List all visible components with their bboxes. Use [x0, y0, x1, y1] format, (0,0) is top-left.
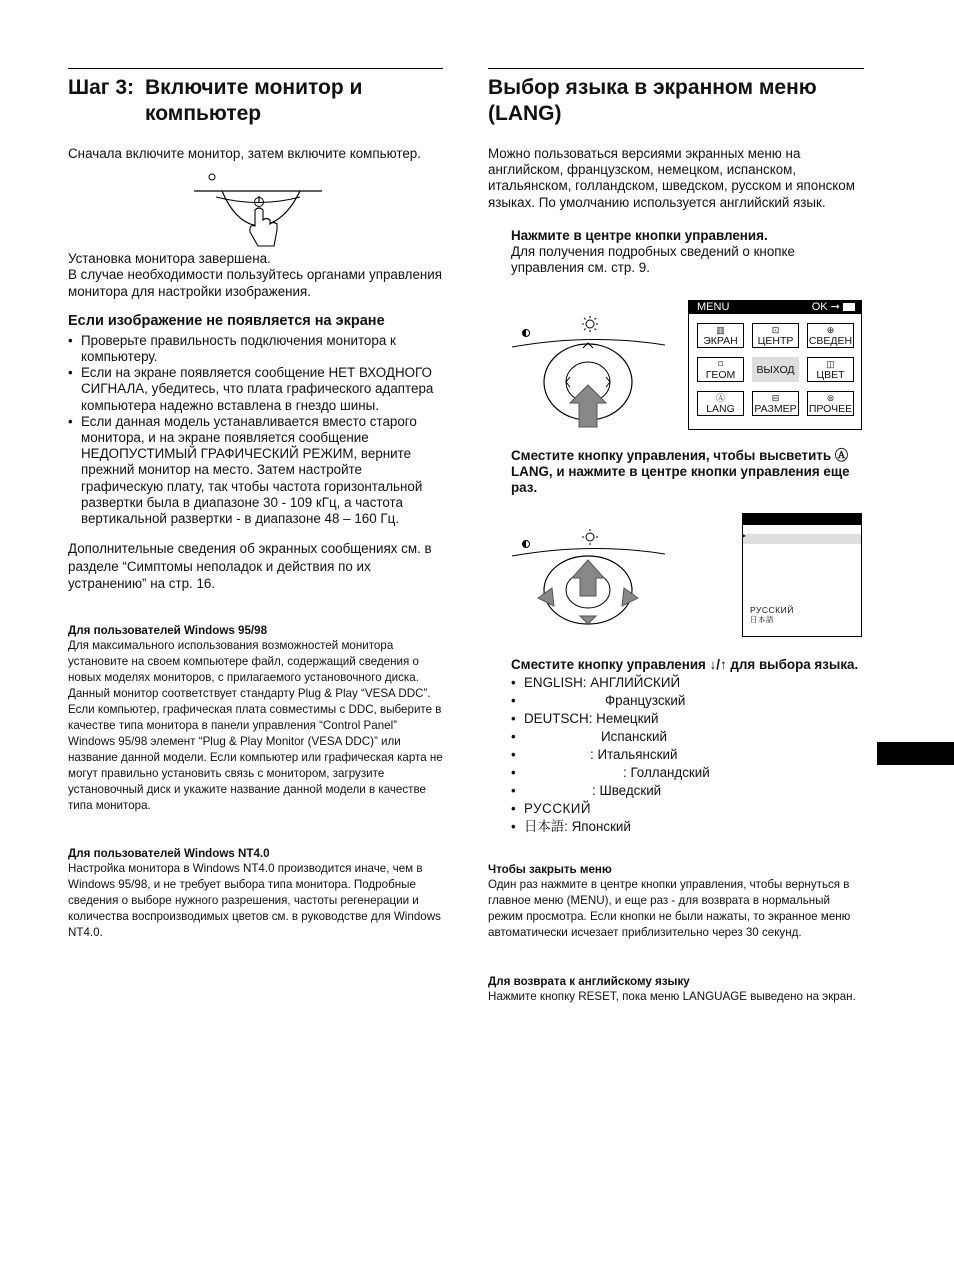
- osd-item-color[interactable]: ◫ ЦВЕТ: [807, 357, 854, 382]
- win95-paragraph-2: Данный монитор соответствует стандарту Plug & Play “VESA DDC”. Если компьютер, графическая плата совместимы с DDC, выберите в качестве типа монитора в панели управления “Control Panel” Windows 95/98 элемент “Plug & Play Monitor (VESA DDC)” или название данной модели. Если компьютер или графическая карта не могут правильно установить связь с монитором, загрузите установочный диск и укажите название данной модели в качестве типа монитора.: [68, 686, 443, 812]
- step-3-instruction: Сместите кнопку управления ↓/↑ для выбора языка.: [511, 657, 859, 672]
- osd-menu-label: MENU: [697, 301, 730, 313]
- step-2-instruction: Сместите кнопку управления, чтобы высветить Ⓐ LANG, и нажмите в центре кнопки управления еще раз.: [511, 448, 850, 496]
- right-column: [488, 68, 864, 276]
- win95-section: [68, 623, 443, 814]
- win95-paragraph-1: Для максимального использования возможностей монитора установите на своем компьютере файл, содержащий сведения о новых моделях мониторов, с прилагаемого установочного диска.: [68, 638, 419, 684]
- color-icon: ◫: [826, 359, 835, 369]
- list-item: • Если на экране появляется сообщение НЕТ ВХОДНОГО СИГНАЛА, убедитесь, что плата графического адаптера компьютера надежно вставлена в гнездо шины.: [68, 365, 443, 414]
- section-tab-marker: [877, 742, 954, 765]
- osd-main-menu: [688, 300, 862, 430]
- section-rule: [488, 68, 864, 69]
- reset-heading: Для возврата к английскому языку: [488, 975, 690, 988]
- list-item: • Если данная модель устанавливается вместо старого монитора, и на экране появляется сообщение НЕДОПУСТИМЫЙ ГРАФИЧЕСКИЙ РЕЖИМ, верните прежний монитор на место. Затем настройте графическую плату, так чтобы частота горизонтальной развертки была в диапазоне 30 - 109 кГц, а частота вертикальной развертки - в диапазоне 48 – 160 Гц.: [68, 414, 443, 527]
- step-number: Шаг 3:: [68, 76, 135, 99]
- power-button-figure: [194, 166, 454, 250]
- exit-box-icon: [843, 303, 855, 311]
- reset-text: Нажмите кнопку RESET, пока меню LANGUAGE выведено на экран.: [488, 990, 856, 1003]
- language-item-french: • Французский: [511, 692, 871, 710]
- language-menu-options: [750, 605, 794, 625]
- osd-header: [689, 301, 861, 314]
- osd-ok-label: OK ➞: [812, 301, 855, 314]
- lang-section-title: Выбор языка в экранном меню (LANG): [488, 76, 817, 125]
- brightness-icon: [582, 316, 598, 332]
- language-item-japanese: • 日本語: Японский: [511, 818, 871, 836]
- language-menu-titlebar: [743, 514, 861, 525]
- step-1-text: Для получения подробных сведений о кнопке управления см. стр. 9.: [511, 244, 795, 276]
- lang-intro: Можно пользоваться версиями экранных меню на английском, французском, немецком, испанском, итальянском, голландском, шведском, русском и японском языках. По умолчанию используется английский язык.: [488, 146, 855, 210]
- more-info-text: Дополнительные сведения об экранных сообщениях см. в разделе “Симптомы неполадок и действия по их устранению” на стр. 16.: [68, 541, 432, 592]
- osd-item-convergence[interactable]: ⊕ СВЕДЕН: [808, 325, 853, 347]
- step-3-heading: [68, 75, 443, 127]
- geometry-icon: ⌑: [718, 359, 723, 369]
- language-item-english: • ENGLISH: АНГЛИЙСКИЙ: [511, 674, 871, 692]
- language-list: [511, 674, 871, 836]
- osd-item-size[interactable]: ⊟ РАЗМЕР: [752, 391, 799, 416]
- language-item-russian: • РУССКИЙ: [511, 800, 871, 818]
- size-icon: ⊟: [771, 393, 780, 403]
- center-icon: ⊡: [771, 325, 780, 335]
- section-rule: [68, 68, 443, 69]
- osd-item-other[interactable]: ⊜ ПРОЧЕЕ: [808, 393, 853, 415]
- osd-item-screen[interactable]: ▥ ЭКРАН: [697, 323, 744, 348]
- contrast-icon: [523, 541, 530, 548]
- power-icon: [255, 196, 264, 207]
- no-image-heading: Если изображение не появляется на экране: [68, 312, 385, 329]
- lang-icon: Ⓐ: [715, 393, 725, 403]
- arrow-right-icon: ➞: [830, 301, 840, 313]
- step-title: Включите монитор и компьютер: [145, 76, 363, 125]
- osd-grid: [689, 314, 861, 416]
- brightness-icon: [582, 529, 598, 545]
- language-item-swedish: • : Шведский: [511, 782, 871, 800]
- left-column: [68, 68, 443, 941]
- osd-item-geometry[interactable]: ⌑ ГЕОМ: [697, 357, 744, 382]
- win95-heading: Для пользователей Windows 95/98: [68, 623, 268, 637]
- language-option-japanese[interactable]: 日本語: [750, 615, 774, 624]
- finger-icon: [250, 208, 277, 246]
- screen-icon: ▥: [716, 325, 725, 335]
- language-option-russian[interactable]: РУССКИЙ: [750, 605, 794, 615]
- osd-item-center[interactable]: ⊡ ЦЕНТР: [752, 323, 799, 348]
- convergence-icon: ⊕: [826, 325, 835, 335]
- reset-section: [488, 974, 864, 1005]
- step-1-instruction: Нажмите в центре кнопки управления.: [511, 227, 768, 243]
- nt-paragraph: Настройка монитора в Windows NT4.0 производится иначе, чем в Windows 95/98, и не требует выбора типа монитора. Подробные сведения о выборе нужного разрешения, частоты регенерации и количества воспроизводимых цветов см. в руководстве для Windows NT4.0.: [68, 861, 441, 939]
- contrast-icon: [523, 330, 530, 337]
- adjust-text: В случае необходимости пользуйтесь органами управления монитора для настройки изображения.: [68, 267, 443, 299]
- control-button-figure-press: [510, 315, 670, 433]
- osd-language-menu: [742, 513, 862, 637]
- nt-section: [68, 846, 443, 941]
- close-menu-text: Один раз нажмите в центре кнопки управления, чтобы вернуться в главное меню (MENU), и еще раз - для возврата в нормальный режим просмотра. Если кнопки не были нажаты, то экранное меню автоматически исчезает приблизительно через 30 секунд.: [488, 878, 851, 939]
- osd-item-exit[interactable]: ВЫХОД: [752, 357, 799, 382]
- close-menu-heading: Чтобы закрыть меню: [488, 863, 612, 876]
- power-indicator-icon: [209, 174, 215, 180]
- troubleshoot-list: [68, 333, 443, 527]
- step-1: [511, 228, 864, 277]
- control-button-figure-move: [510, 528, 670, 628]
- language-item-german: • DEUTSCH: Немецкий: [511, 710, 871, 728]
- other-icon: ⊜: [826, 393, 835, 403]
- step-3: [511, 657, 871, 836]
- language-item-dutch: • : Голландский: [511, 764, 871, 782]
- language-highlight: [743, 534, 861, 544]
- list-item: • Проверьте правильность подключения монитора к компьютеру.: [68, 333, 443, 365]
- close-menu-section: [488, 862, 864, 941]
- language-item-spanish: • Испанский: [511, 728, 871, 746]
- osd-item-lang[interactable]: Ⓐ LANG: [697, 391, 744, 416]
- intro-text: Сначала включите монитор, затем включите компьютер.: [68, 146, 421, 161]
- setup-complete-text: Установка монитора завершена.: [68, 251, 271, 267]
- nt-heading: Для пользователей Windows NT4.0: [68, 846, 270, 860]
- language-item-italian: • : Итальянский: [511, 746, 871, 764]
